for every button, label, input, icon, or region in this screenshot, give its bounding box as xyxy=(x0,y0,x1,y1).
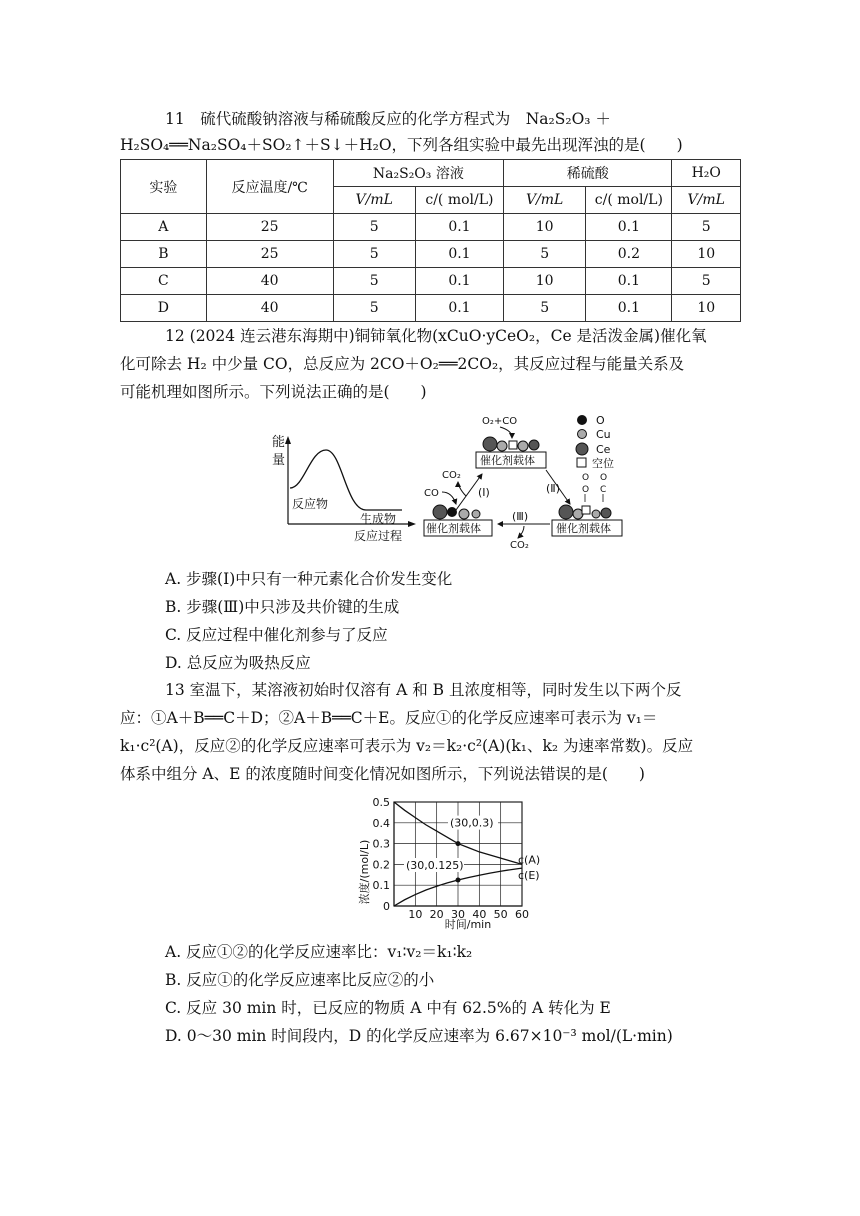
table-cell: 5 xyxy=(504,295,586,322)
cu-atom xyxy=(497,441,507,451)
energy-diagram xyxy=(266,410,426,550)
header-na2s2o3: Na₂S₂O₃ 溶液 xyxy=(333,160,503,187)
x-tick-label: 20 xyxy=(429,908,444,921)
cu-atom xyxy=(472,510,480,518)
x-tick-label: 40 xyxy=(472,908,487,921)
co2-label: CO₂ xyxy=(510,540,529,550)
table-row xyxy=(121,268,741,295)
ce-atom xyxy=(433,505,447,519)
cu-atom xyxy=(592,510,600,518)
ce-atom xyxy=(483,437,497,451)
y-tick-label: 0.2 xyxy=(372,858,390,872)
co-label: CO xyxy=(424,488,439,499)
concentration-chart xyxy=(352,792,552,932)
table-cell: 0.1 xyxy=(586,295,672,322)
q13-stem-line2: 应：①A＋B══C＋D；②A＋B══C＋E。反应①的化学反应速率可表示为 v₁＝ xyxy=(120,709,658,727)
option-a: A. 步骤(Ⅰ)中只有一种元素化合价发生变化 xyxy=(165,570,453,588)
o-legend-icon xyxy=(577,415,587,425)
subheader-volume: V/mL xyxy=(333,187,415,214)
annotation-label: (30,0.3) xyxy=(450,816,494,830)
legend-ce: Ce xyxy=(596,443,611,456)
carrier-label: 催化剂载体 xyxy=(556,522,611,535)
q12-stem-line3: 可能机理如图所示。下列说法正确的是( ) xyxy=(120,383,427,401)
q13-stem-line4: 体系中组分 A、E 的浓度随时间变化情况如图所示，下列说法错误的是( ) xyxy=(120,765,645,783)
step-2-label: (Ⅱ) xyxy=(546,482,560,495)
table-cell: B xyxy=(121,241,207,268)
table-cell: 0.1 xyxy=(586,268,672,295)
header-temperature: 反应温度/℃ xyxy=(206,160,333,214)
table-cell: 0.1 xyxy=(415,241,503,268)
legend-cu: Cu xyxy=(596,428,611,441)
y-tick-label: 0.4 xyxy=(372,816,390,830)
table-cell: 5 xyxy=(504,241,586,268)
annotation-point xyxy=(456,841,461,846)
table-row xyxy=(121,295,741,322)
series-label: c(A) xyxy=(518,853,541,867)
co2-label: CO₂ xyxy=(442,470,461,481)
q12-stem-line1: 12 (2024 连云港东海期中)铜铈氧化物(xCuO·yCeO₂，Ce 是活泼金属)催化氧 xyxy=(165,327,707,345)
y-axis-label: 浓度/(mol/L) xyxy=(358,839,371,905)
table-cell: 25 xyxy=(206,214,333,241)
o-atom xyxy=(447,507,457,517)
table-cell: D xyxy=(121,295,207,322)
table-row xyxy=(121,241,741,268)
q11-stem-line1: 11 硫代硫酸钠溶液与稀硫酸反应的化学方程式为 Na₂S₂O₃ ＋ xyxy=(165,110,611,128)
header-water: H₂O xyxy=(672,160,741,187)
table-cell: A xyxy=(121,214,207,241)
o-letter: O xyxy=(600,473,608,483)
series-label: c(E) xyxy=(518,869,540,883)
header-experiment: 实验 xyxy=(121,160,207,214)
o-letter: O xyxy=(582,473,590,483)
annotation-label: (30,0.125) xyxy=(406,859,464,872)
step-3-label: (Ⅲ) xyxy=(512,510,529,523)
option-d: D. 0～30 min 时间段内，D 的化学反应速率为 6.67×10⁻³ mol/(L·min) xyxy=(165,1027,673,1045)
carrier-label: 催化剂载体 xyxy=(480,454,535,467)
c-letter: C xyxy=(600,485,607,495)
y-tick-label: 0.3 xyxy=(372,837,390,851)
table-cell: 0.1 xyxy=(586,214,672,241)
table-cell: 40 xyxy=(206,268,333,295)
vacancy xyxy=(509,441,517,449)
subheader-concentration: c/( mol/L) xyxy=(586,187,672,214)
q11-stem-line2: H₂SO₄══Na₂SO₄＋SO₂↑＋S↓＋H₂O，下列各组实验中最先出现浑浊的是( ) xyxy=(120,136,683,154)
cu-legend-icon xyxy=(578,430,587,439)
table-cell: 10 xyxy=(672,241,741,268)
product-label: 生成物 xyxy=(360,512,397,526)
mechanism-diagram xyxy=(420,410,650,550)
y-tick-label: 0.5 xyxy=(372,796,390,809)
step-1-label: (Ⅰ) xyxy=(478,486,490,499)
o-letter: O xyxy=(582,485,590,495)
reactant-label: 反应物 xyxy=(292,497,329,511)
table-cell: 0.1 xyxy=(415,214,503,241)
option-d: D. 总反应为吸热反应 xyxy=(165,654,311,672)
subheader-volume: V/mL xyxy=(672,187,741,214)
x-tick-label: 30 xyxy=(451,908,465,921)
q13-stem-line3: k₁·c²(A)，反应②的化学反应速率可表示为 v₂＝k₂·c²(A)(k₁、k₂ 为速率常数)。反应 xyxy=(120,737,694,755)
vacancy xyxy=(582,506,590,514)
header-acid: 稀硫酸 xyxy=(504,160,672,187)
table-cell: 5 xyxy=(672,268,741,295)
table-cell: 5 xyxy=(333,214,415,241)
table-cell: 10 xyxy=(504,268,586,295)
table-cell: 5 xyxy=(333,268,415,295)
table-cell: 0.2 xyxy=(586,241,672,268)
table-cell: C xyxy=(121,268,207,295)
subheader-volume: V/mL xyxy=(504,187,586,214)
x-axis-label: 时间/min xyxy=(444,918,492,931)
table-row xyxy=(121,214,741,241)
table-cell: 40 xyxy=(206,295,333,322)
cu-atom xyxy=(459,509,469,519)
q13-stem-line1: 13 室温下，某溶液初始时仅溶有 A 和 B 且浓度相等，同时发生以下两个反 xyxy=(165,681,682,699)
option-a: A. 反应①②的化学反应速率比：v₁∶v₂＝k₁∶k₂ xyxy=(165,943,473,961)
table-cell: 0.1 xyxy=(415,295,503,322)
vacancy-legend-icon xyxy=(577,458,586,467)
table-cell: 0.1 xyxy=(415,268,503,295)
table-cell: 10 xyxy=(504,214,586,241)
q12-stem-line2: 化可除去 H₂ 中少量 CO，总反应为 2CO＋O₂══2CO₂，其反应过程与能量关系及 xyxy=(120,355,685,373)
ce-legend-icon xyxy=(576,443,588,455)
legend-vacancy: 空位 xyxy=(592,457,614,470)
table-cell: 5 xyxy=(333,241,415,268)
cu-atom xyxy=(518,441,528,451)
table-cell: 10 xyxy=(672,295,741,322)
annotation-point xyxy=(456,878,461,883)
energy-axis-label: 能 xyxy=(272,435,286,450)
x-tick-label: 10 xyxy=(408,908,423,921)
ce-atom xyxy=(529,440,539,450)
energy-axis-label: 量 xyxy=(272,453,286,468)
option-c: C. 反应 30 min 时，已反应的物质 A 中有 62.5%的 A 转化为 E xyxy=(165,999,611,1017)
table-cell: 5 xyxy=(333,295,415,322)
reaction-progress-label: 反应过程 xyxy=(354,529,403,543)
o2-co-label: O₂+CO xyxy=(482,416,518,427)
table-cell: 25 xyxy=(206,241,333,268)
option-b: B. 步骤(Ⅲ)中只涉及共价键的生成 xyxy=(165,598,400,616)
option-b: B. 反应①的化学反应速率比反应②的小 xyxy=(165,971,435,989)
subheader-concentration: c/( mol/L) xyxy=(415,187,503,214)
experiment-table xyxy=(120,159,741,322)
x-tick-label: 50 xyxy=(493,908,508,921)
carrier-label: 催化剂载体 xyxy=(426,522,481,535)
option-c: C. 反应过程中催化剂参与了反应 xyxy=(165,626,388,644)
y-tick-label: 0.1 xyxy=(372,879,390,893)
ce-atom xyxy=(601,508,611,518)
legend-o: O xyxy=(596,414,605,427)
table-cell: 5 xyxy=(672,214,741,241)
x-tick-label: 60 xyxy=(515,908,529,921)
ce-atom xyxy=(559,505,573,519)
y-tick-label: 0 xyxy=(383,900,390,913)
